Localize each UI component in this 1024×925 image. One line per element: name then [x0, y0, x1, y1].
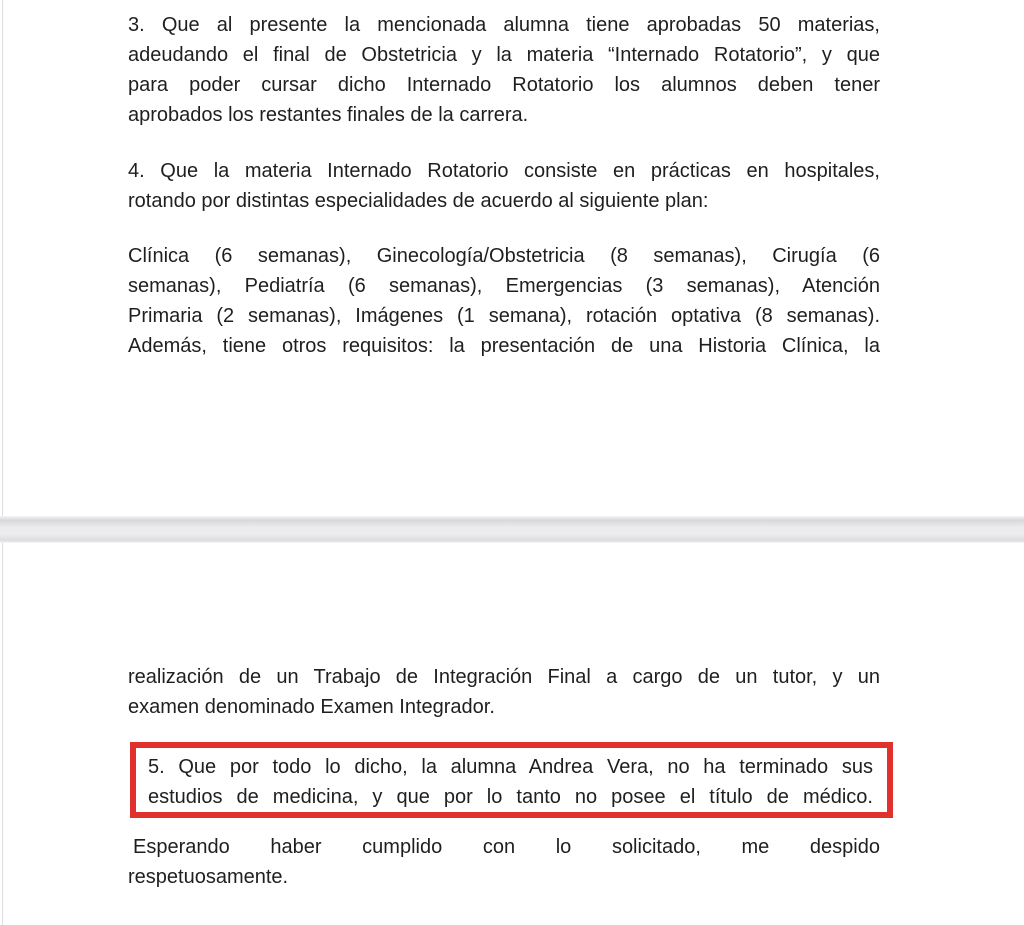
text-line: respetuosamente.	[128, 866, 289, 888]
paragraph-closing	[128, 832, 880, 892]
paragraph-3	[128, 10, 880, 130]
paragraph-realizacion	[128, 662, 880, 722]
page-left-edge	[2, 543, 3, 925]
text-line: aprobados los restantes finales de la carrera.	[128, 104, 529, 126]
text-line: 4. Que la materia Internado Rotatorio consiste en prácticas en hospitales,	[128, 160, 880, 182]
text-line: Esperando haber cumplido con lo solicitado, me despido	[133, 836, 880, 858]
text-line: examen denominado Examen Integrador.	[128, 696, 495, 718]
text-line: Primaria (2 semanas), Imágenes (1 semana), rotación optativa (8 semanas).	[128, 305, 880, 327]
text-line: realización de un Trabajo de Integración Final a cargo de un tutor, y un	[128, 666, 880, 688]
paragraph-4	[128, 156, 880, 216]
text-line: Clínica (6 semanas), Ginecología/Obstetricia (8 semanas), Cirugía (6	[128, 245, 880, 267]
text-line: Además, tiene otros requisitos: la presentación de una Historia Clínica, la	[128, 335, 880, 357]
paragraph-5	[148, 752, 873, 812]
text-line: 3. Que al presente la mencionada alumna tiene aprobadas 50 materias,	[128, 14, 880, 36]
text-line: rotando por distintas especialidades de acuerdo al siguiente plan:	[128, 190, 709, 212]
page-left-edge	[2, 0, 3, 516]
text-line: semanas), Pediatría (6 semanas), Emergencias (3 semanas), Atención	[128, 275, 880, 297]
highlight-box	[130, 742, 893, 818]
page-break-gap	[0, 516, 1024, 543]
paragraph-plan	[128, 241, 880, 361]
text-line: adeudando el final de Obstetricia y la materia “Internado Rotatorio”, y que	[128, 44, 880, 66]
text-line: 5. Que por todo lo dicho, la alumna Andrea Vera, no ha terminado sus	[148, 756, 873, 778]
text-line: estudios de medicina, y que por lo tanto no posee el título de médico.	[148, 786, 873, 808]
text-line: para poder cursar dicho Internado Rotatorio los alumnos deben tener	[128, 74, 880, 96]
